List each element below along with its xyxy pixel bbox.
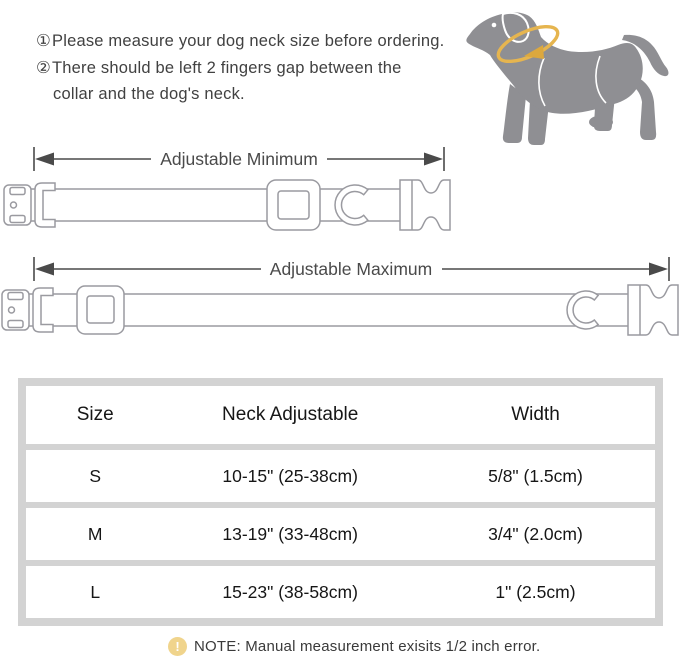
- adjustable-maximum-measure: [33, 256, 670, 282]
- instruction-2: [36, 58, 402, 78]
- size-table: [18, 378, 663, 626]
- header-size: Size: [76, 404, 114, 425]
- cell-size: L: [90, 581, 101, 602]
- collar-strap: [28, 189, 410, 221]
- header-width: Width: [511, 404, 560, 425]
- instruction-1-text: Please measure your dog neck size before ordering.: [52, 32, 445, 50]
- circled-number-2: ②: [36, 59, 51, 77]
- arrow-right-icon: [424, 153, 443, 166]
- collar-minimum-diagram: [2, 176, 452, 236]
- arrow-left-icon: [35, 263, 54, 276]
- size-table-header-row: [26, 386, 655, 444]
- triglide-slider-inner: [87, 296, 114, 323]
- table-row-s: [26, 450, 655, 502]
- buckle-male-tab-bottom: [10, 216, 25, 223]
- table-row-m: [26, 508, 655, 560]
- dog-eye: [492, 23, 497, 28]
- instruction-2-continuation: collar and the dog's neck.: [53, 85, 245, 103]
- warning-icon: !: [168, 637, 187, 656]
- arrow-right-icon: [649, 263, 668, 276]
- table-row-l: [26, 566, 655, 618]
- cell-width: 3/4" (2.0cm): [488, 523, 583, 544]
- cell-size: M: [87, 523, 103, 544]
- cell-size: S: [89, 465, 102, 486]
- adjustable-minimum-label: Adjustable Minimum: [160, 149, 318, 169]
- measurement-note: [168, 637, 540, 656]
- buckle-male-tab-top: [10, 188, 25, 195]
- circled-number-1: ①: [36, 32, 51, 50]
- adjustable-minimum-measure: [33, 146, 445, 172]
- buckle-female: [400, 180, 450, 230]
- cell-neck: 15-23" (38-58cm): [222, 581, 358, 602]
- cell-neck: 10-15" (25-38cm): [222, 465, 358, 486]
- triglide-slider-inner: [278, 191, 309, 219]
- cell-neck: 13-19" (33-48cm): [222, 523, 358, 544]
- cell-width: 5/8" (1.5cm): [488, 465, 583, 486]
- buckle-female: [628, 285, 678, 335]
- note-text: NOTE: Manual measurement exisits 1/2 inch error.: [194, 638, 541, 655]
- cell-width: 1" (2.5cm): [495, 581, 576, 602]
- buckle-male-tab-top: [8, 293, 23, 300]
- instruction-1: [36, 31, 444, 51]
- adjustable-maximum-label: Adjustable Maximum: [269, 259, 433, 279]
- header-neck-adjustable: Neck Adjustable: [222, 404, 359, 425]
- arrow-left-icon: [35, 153, 54, 166]
- collar-maximum-diagram: [0, 281, 679, 341]
- buckle-male-tab-bottom: [8, 321, 23, 328]
- dog-illustration: [450, 0, 679, 155]
- instruction-2-text: There should be left 2 fingers gap between the: [52, 59, 402, 77]
